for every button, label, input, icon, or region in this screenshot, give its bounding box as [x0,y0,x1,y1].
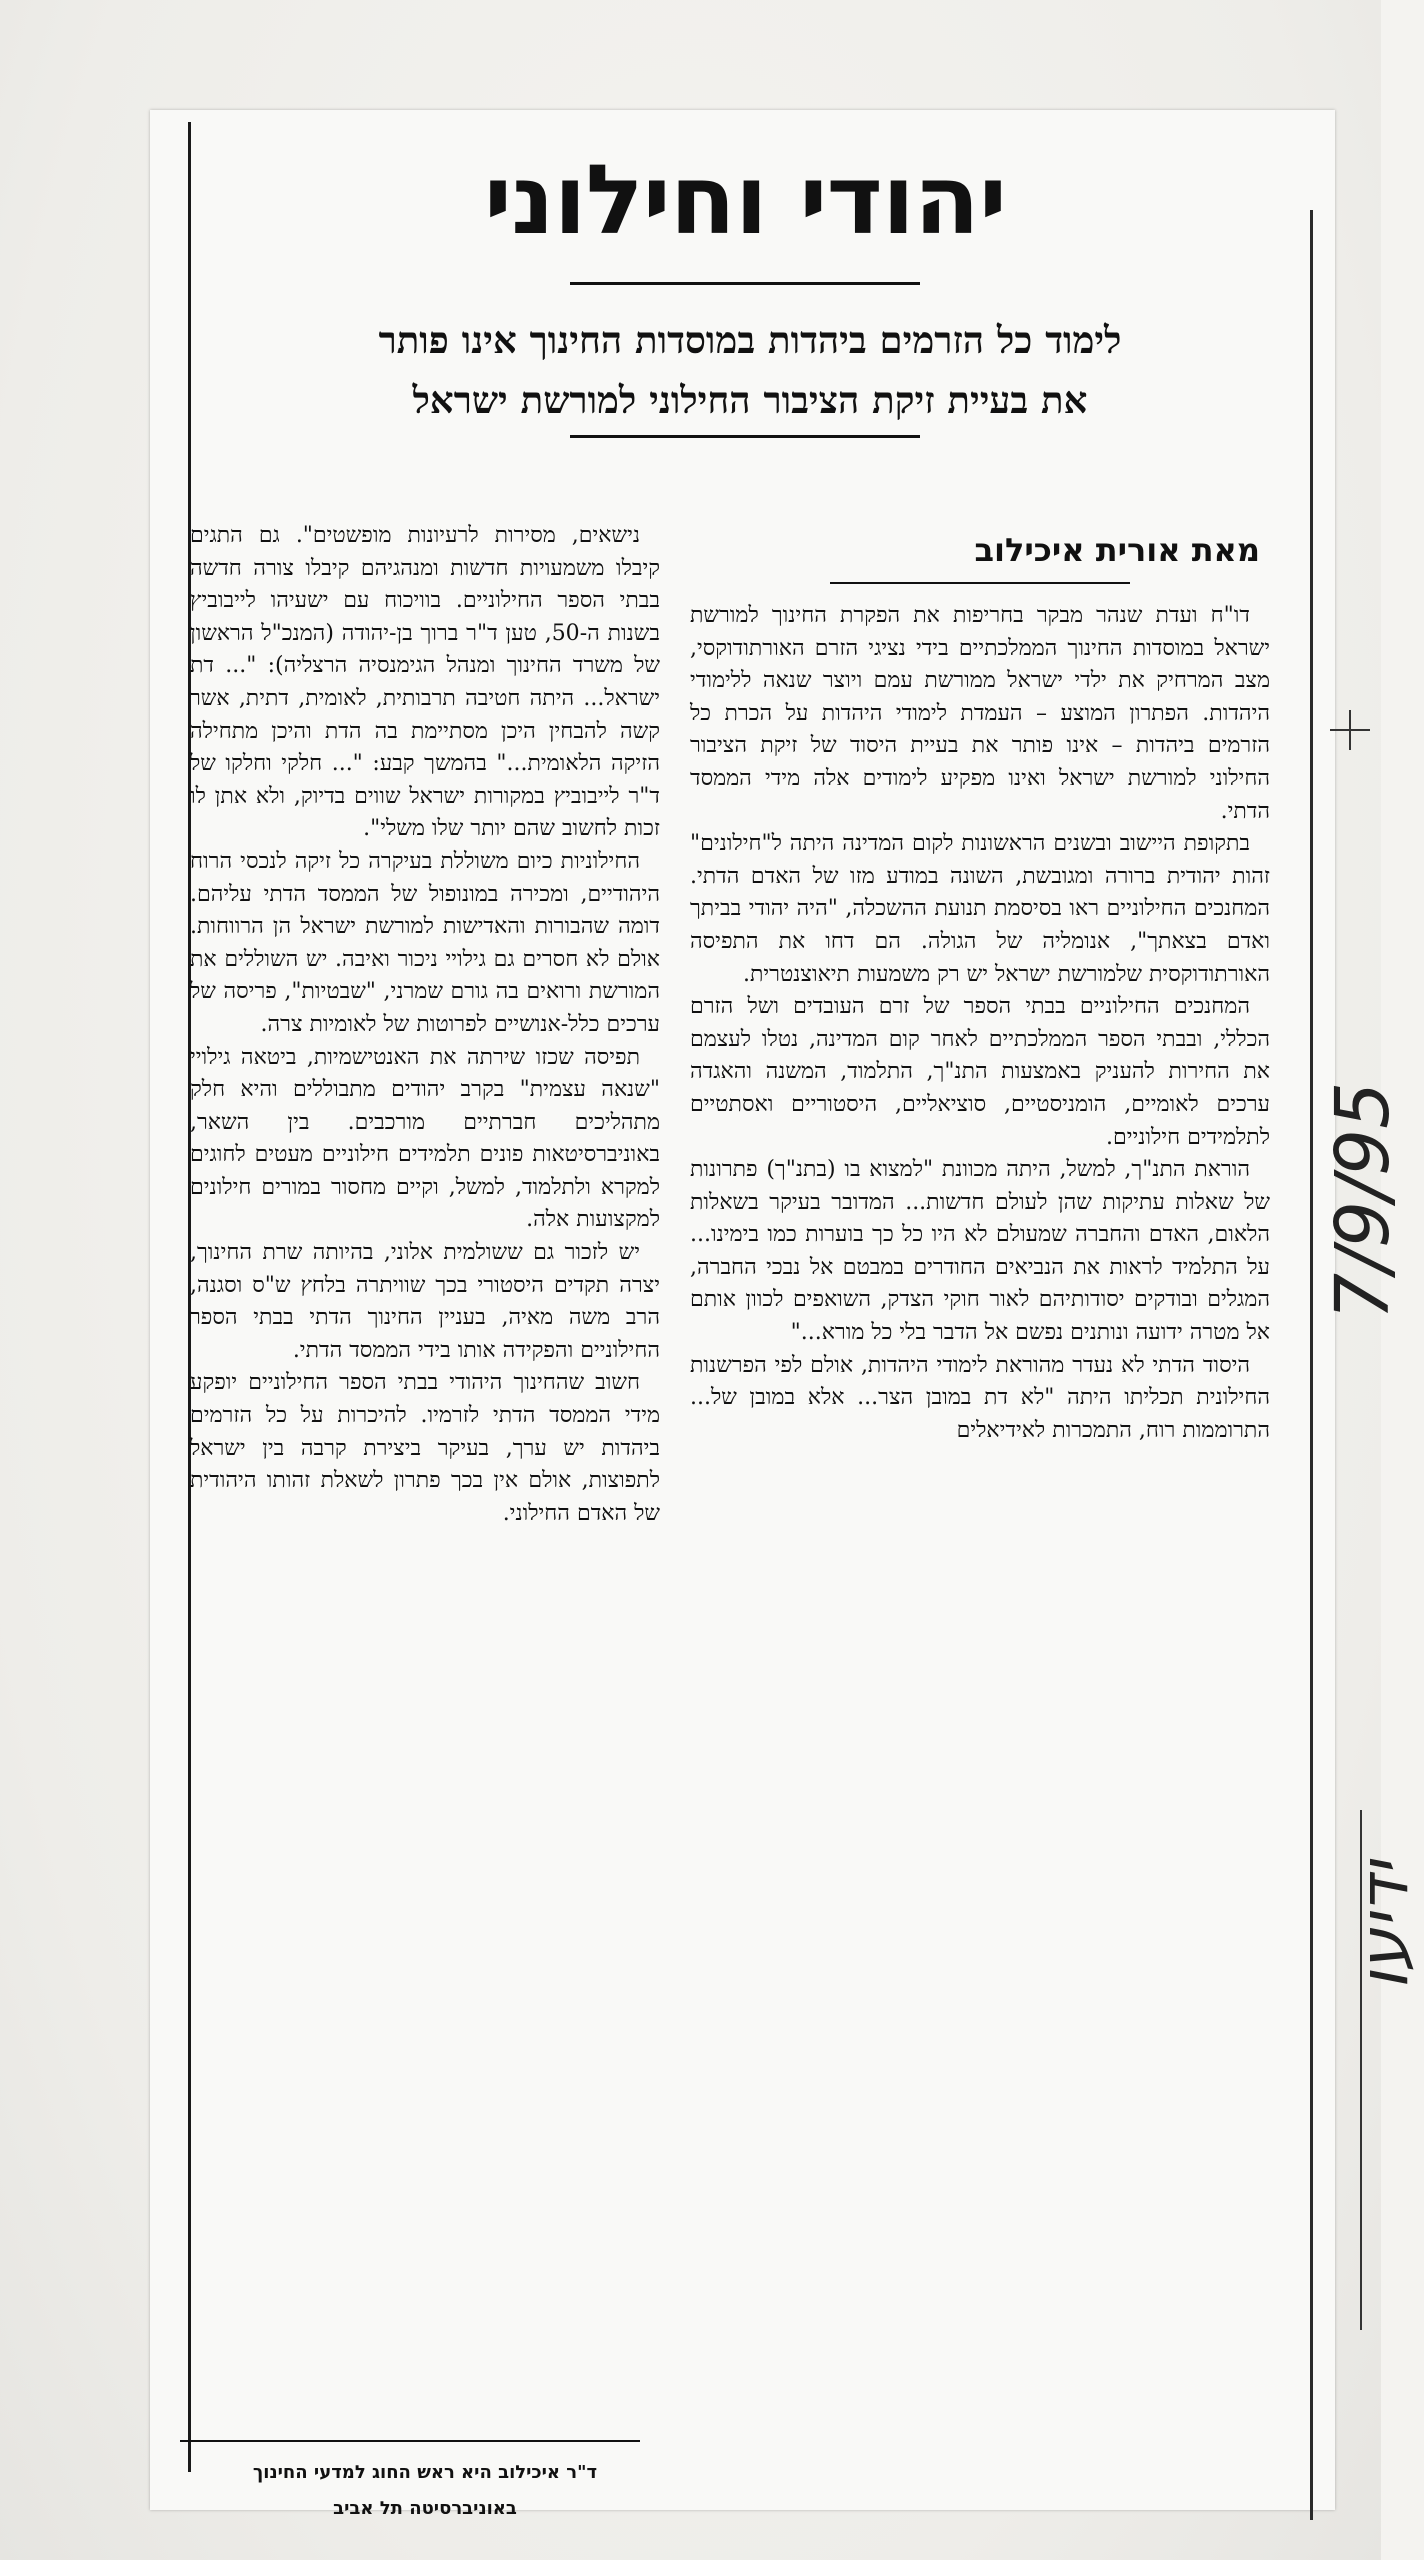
paragraph: דו"ח ועדת שנהר מבקר בחריפות את הפקרת החינוך למורשת ישראל במוסדות החינוך הממלכתיים בידי נציגי הזרם האורתודוקסי, מצב המרחיק את ילדי ישראל ממורשת עמם ויוצר שנאה ללימודי היהדות. הפתרון המוצע – העמדת לימודי היהדות על הכרת כל הזרמים ביהדות – אינו פותר את בעיית היסוד של זיקת הציבור החילוני למורשת ישראל ואינו מפקיע לימודים אלה מידי הממסד הדתי. [690,603,1270,824]
newspaper-clipping [150,110,1424,2519]
paragraph: בתקופת היישוב ובשנים הראשונות לקום המדינה היתה ל"חילונים" זהות יהודית ברורה ומגובשת, השונה במודע מזו של האדם הדתי. המחנכים החילוניים ראו בסיסמת תנועת ההשכלה, "היה יהודי בביתך ואדם בצאתך", אנומליה של הגולה. הם דחו את התפיסה האורתודוקסית שלמורשת ישראל יש רק משמעות תיאוצנטרית. [690,831,1270,987]
article-headline: יהודי וחילוני [483,144,1007,256]
right-edge-rule [1310,210,1313,2520]
subhead-rule [570,435,920,438]
byline-rule [830,582,1130,584]
handwritten-date: 7/9/95 [1320,1081,1406,1320]
author-footnote [190,2455,660,2527]
paragraph: יש לזכור גם ששולמית אלוני, בהיותה שרת החינוך, יצרה תקדים היסטורי בכך שוויתרה בלחץ ש"ס וסגנה, הרב משה מאיה, בעניין החינוך הדתי בבתי הספר החילוניים והפקידה אותו בידי הממסד הדתי. [190,1240,660,1363]
paragraph: נישאים, מסירות לרעיונות מופשטים". גם התגים קיבלו משמעויות חדשות ומנהגיהם קיבלו צורה חדשה בבתי הספר החילוניים. בוויכוח עם ישעיהו לייבוביץ בשנות ה-50, טען ד"ר ברוך בן-יהודה (המנכ"ל הראשון של משרד החינוך ומנהל הגימנסיה הרצליה): "... דת ישראל... היתה חטיבה תרבותית, לאומית, דתית, אשר קשה להבחין היכן מסתיימת בה הדת והיכן מתחילה הזיקה הלאומית..." בהמשך קבע: "... חלקי וחלקו של ד"ר לייבוביץ במקורות ישראל שווים בדיוק, ולא אתן לו זכות לחשוב שהם יותר שלו משלי". [190,523,660,842]
footnote-rule [180,2440,640,2442]
article-column-right [690,600,1270,2510]
article-subhead [210,310,1290,430]
paragraph: תפיסה שכזו שירתה את האנטישמיות, ביטאה גילויי "שנאה עצמית" בקרב יהודים מתבוללים והיא חלק מתהליכים חברתיים מורכבים. בין השאר, באוניברסיטאות פונים תלמידים חילוניים מעטים לחוגים למקרא ולתלמוד, למשל, וקיים מחסור במורים חילונים למקצועות אלה. [190,1044,660,1233]
paragraph: חשוב שהחינוך היהודי בבתי הספר החילוניים יופקע מידי הממסד הדתי לזרמיו. להיכרות על כל הזרמים ביהדות יש ערך, בעיקר ביצירת קרבה בין ישראל לתפוצות, אולם אין בכך פתרון לשאלת זהותו היהודית של האדם החילוני. [190,1370,660,1526]
footnote-line: ד"ר איכילוב היא ראש החוג למדעי החינוך [252,2462,598,2483]
article-column-left [190,520,660,2450]
subhead-line: את בעיית זיקת הציבור החילוני למורשת ישראל [412,378,1088,422]
byline: מאת אורית איכילוב [974,531,1260,569]
headline-rule [570,282,920,285]
paragraph: החילוניות כיום משוללת בעיקרה כל זיקה לנכסי הרוח היהודיים, ומכירה במונופול של הממסד הדתי עליהם. דומה שהבורות והאדישות למורשת ישראל הן הרווחות. אולם לא חסרים גם גילויי ניכור ואיבה. יש השוללים את המורשת ורואים בה גורם שמרני, "שבטיות", פריסה של ערכים כלל-אנושיים לפרוטות של לאומיות צרה. [190,848,660,1037]
subhead-line: לימוד כל הזרמים ביהדות במוסדות החינוך אינו פותר [378,318,1122,362]
paragraph: היסוד הדתי לא נעדר מהוראת לימודי היהדות, אולם לפי הפרשנות החילונית תכליתו היתה "לא דת במובן הצר... אלא במובן של... התרוממות רוח, התמכרות לאידיאלים [690,1352,1270,1443]
paragraph: הוראת התנ"ך, למשל, היתה מכוונת "למצוא בו (בתנ"ך) פתרונות של שאלות עתיקות שהן לעולם חדשות... המדובר בעיקר בשאלות הלאום, האדם והחברה שמעולם לא היו כל כך בוערות כמו בימינו... על התלמיד לראות את הנביאים החודרים במבטם אל נבכי החברה, המגלים ובודקים יסודותיהם לאור חוקי הצדק, השואפים לכוון אותם אל מטרה ידועה ונותנים נפשם אל הדבר בלי כל מורא..." [690,1157,1270,1346]
footnote-line: באוניברסיטה תל אביב [333,2498,517,2519]
paragraph: המחנכים החילוניים בבתי הספר של זרם העובדים ושל הזרם הכללי, ובבתי הספר הממלכתיים לאחר קום המדינה, נטלו לעצמם את החירות להעניק באמצעות התנ"ך, התלמוד, המשנה והאגדה ערכים לאומיים, הומניסטיים, סוציאליים, היסטוריים ואסתטיים לתלמידים חילוניים. [690,994,1270,1150]
registration-mark [1330,710,1370,750]
handwritten-note: ידיעו [1345,1861,1424,1990]
